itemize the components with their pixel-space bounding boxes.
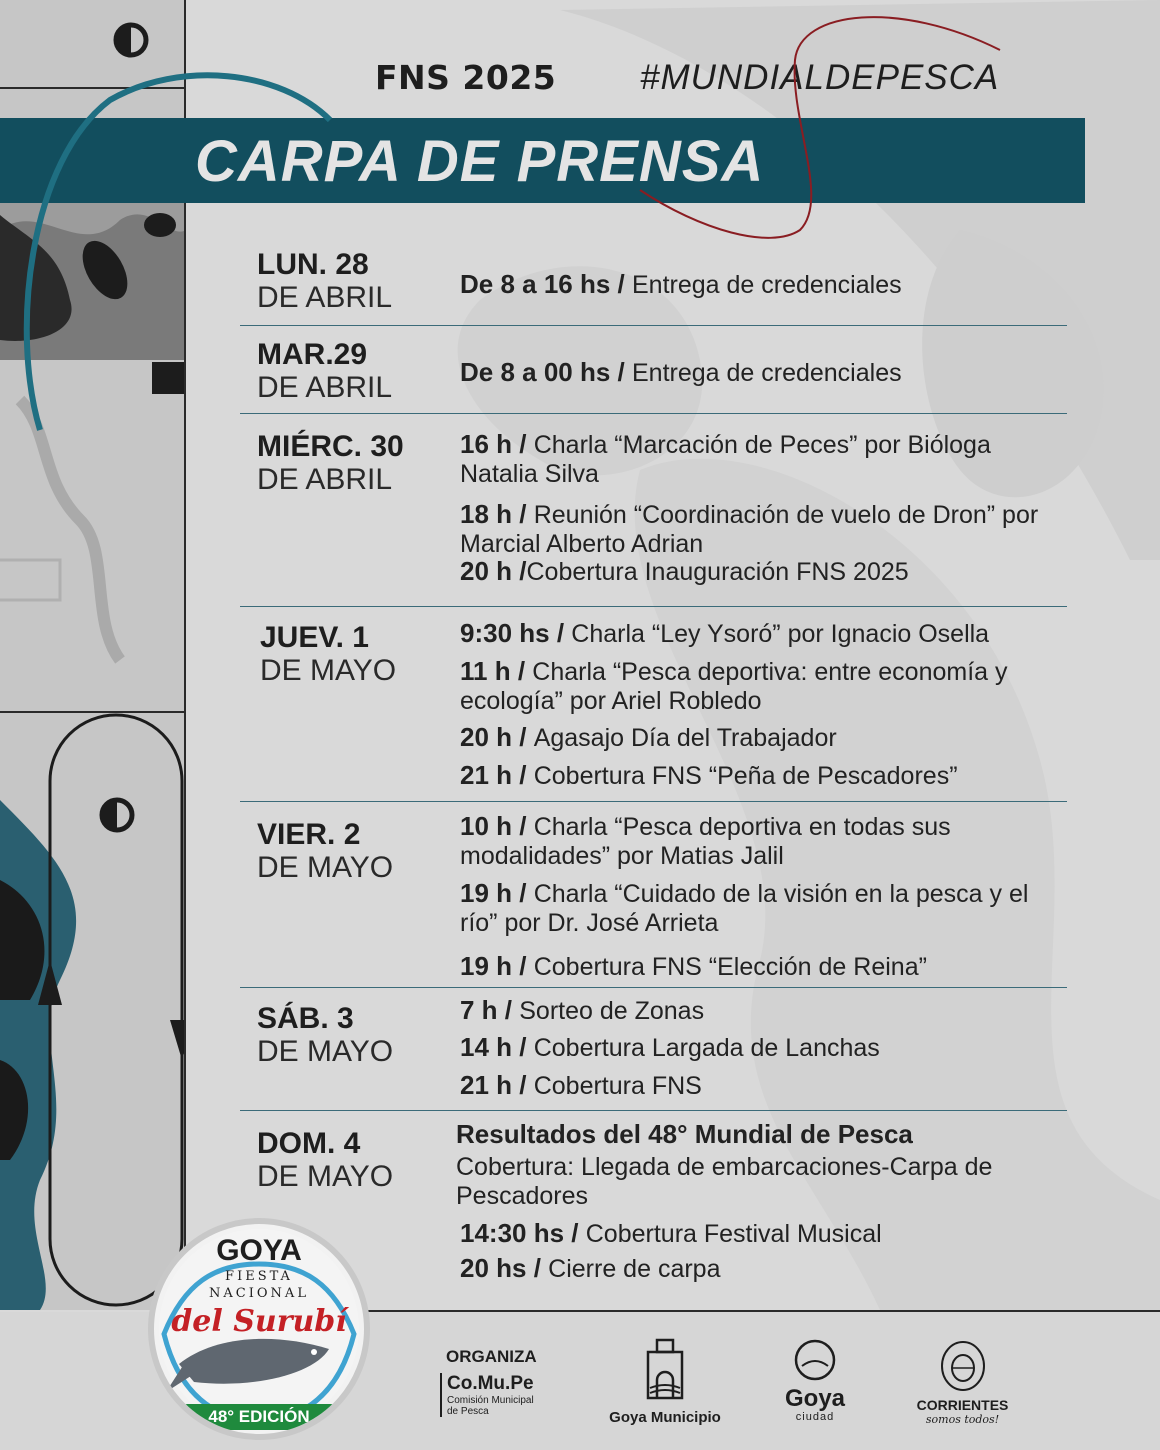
- fiesta-badge: [148, 1218, 370, 1440]
- event-item: [460, 723, 1070, 753]
- event-item: [460, 358, 1070, 388]
- schedule-row-mar-29: [240, 326, 1067, 414]
- event-time: 9:30 hs: [460, 618, 550, 648]
- event-time: 7 h: [460, 995, 498, 1025]
- event-text: Agasajo Día del Trabajador: [533, 724, 837, 752]
- event-item: [460, 761, 1070, 791]
- event-text: Cobertura FNS “Elección de Reina”: [533, 953, 927, 981]
- badge-nacional: NACIONAL: [209, 1286, 309, 1301]
- event-item: [460, 500, 1070, 559]
- day-label: DOM. 4: [257, 1127, 361, 1160]
- event-separator: /: [510, 656, 533, 686]
- event-text: Entrega de credenciales: [631, 359, 902, 387]
- event-time: 21 h: [460, 760, 513, 790]
- goya-ciudad-name: Goya: [784, 1385, 846, 1412]
- event-text: Entrega de credenciales: [631, 271, 902, 299]
- goya-ciudad-icon: [793, 1338, 837, 1382]
- event-text: Reunión “Coordinación de vuelo de Dron” por Marcial Alberto Adrian: [460, 501, 1039, 558]
- event-time: 11 h: [460, 656, 511, 686]
- event-text: Sorteo de Zonas: [519, 997, 705, 1025]
- event-separator: /: [497, 995, 520, 1025]
- corrientes-slogan: somos todos!: [925, 1413, 1000, 1426]
- date-cell: [257, 1002, 393, 1068]
- day-label: SÁB. 3: [257, 1002, 354, 1035]
- day-label: VIER. 2: [257, 818, 361, 851]
- event-text: Cobertura Festival Musical: [585, 1220, 882, 1248]
- month-label: DE ABRIL: [257, 281, 393, 314]
- event-text: Cobertura FNS: [533, 1072, 702, 1100]
- hashtag: #MUNDIALDEPESCA: [640, 58, 1000, 97]
- event-time: De 8 a 16 hs: [460, 269, 611, 299]
- title-banner: [0, 118, 1085, 203]
- schedule-row-lun-28: [240, 240, 1067, 326]
- event-item: [460, 270, 1070, 300]
- event-time: 16 h: [460, 429, 513, 459]
- day-label: LUN. 28: [257, 248, 369, 281]
- comupe-name: Co.Mu.Pe: [447, 1373, 534, 1394]
- schedule-row-juev-1: [240, 607, 1067, 802]
- event-item: [456, 1120, 1066, 1150]
- event-separator: /: [512, 760, 534, 790]
- event-item: [460, 812, 1070, 871]
- day-label: MIÉRC. 30: [257, 430, 404, 463]
- month-label: DE MAYO: [260, 654, 397, 687]
- goya-municipio-logo: [600, 1338, 730, 1426]
- schedule-table: [240, 240, 1067, 1291]
- goya-ciudad-logo: [770, 1338, 860, 1423]
- event-item: [460, 1033, 1070, 1063]
- event-text: Charla “Pesca deportiva: entre economía y ecología” por Ariel Robledo: [460, 658, 1008, 715]
- event-separator: /: [512, 1032, 534, 1062]
- event-item: [456, 1153, 1066, 1211]
- schedule-row-vier-2: [240, 802, 1067, 988]
- organiza-label: ORGANIZA: [446, 1347, 537, 1366]
- event-text: Cobertura Largada de Lanchas: [533, 1034, 880, 1062]
- schedule-row-sab-3: [240, 988, 1067, 1111]
- badge-fiesta: FIESTA: [225, 1269, 293, 1284]
- event-separator: /: [564, 1218, 586, 1248]
- municipio-building-icon: [642, 1338, 688, 1402]
- date-cell: [257, 818, 393, 884]
- event-item: [460, 557, 1070, 587]
- event-text: Charla “Pesca deportiva en todas sus modalidades” por Matias Jalil: [460, 813, 951, 870]
- event-separator: /: [512, 499, 534, 529]
- event-separator: /: [512, 1070, 534, 1100]
- date-cell: [257, 1127, 393, 1193]
- event-time: 18 h: [460, 499, 513, 529]
- event-time: 20 h: [460, 722, 513, 752]
- event-separator: /: [512, 429, 534, 459]
- date-cell: [257, 338, 392, 404]
- event-text: Cobertura: Llegada de embarcaciones-Carpa de Pescadores: [456, 1153, 993, 1210]
- event-text: Charla “Cuidado de la visión en la pesca y el río” por Dr. José Arrieta: [460, 880, 1029, 937]
- event-text: Cobertura Inauguración FNS 2025: [526, 558, 909, 586]
- event-text: Cierre de carpa: [548, 1255, 721, 1283]
- organiza-logo: [440, 1347, 570, 1417]
- schedule-row-dom-4: [240, 1111, 1067, 1291]
- corrientes-seal-icon: [938, 1340, 988, 1392]
- event-item: [460, 619, 1070, 649]
- event-separator: /: [526, 1253, 549, 1283]
- month-label: DE ABRIL: [257, 371, 393, 404]
- month-label: DE MAYO: [257, 1035, 394, 1068]
- month-label: DE MAYO: [257, 1160, 394, 1193]
- event-text: Charla “Marcación de Peces” por Bióloga Natalia Silva: [460, 431, 991, 488]
- event-item: [460, 952, 1070, 982]
- event-item: [460, 996, 1070, 1026]
- goya-ciudad-sub: ciudad: [795, 1411, 835, 1423]
- event-separator: /: [610, 357, 632, 387]
- badge-edition: 48° EDICIÓN: [184, 1404, 334, 1430]
- event-time: 10 h: [460, 811, 513, 841]
- event-separator: /: [512, 556, 527, 586]
- event-separator: /: [512, 878, 534, 908]
- event-time: 20 h: [460, 556, 513, 586]
- comupe-sub2: de Pesca: [447, 1406, 489, 1417]
- date-cell: [257, 248, 392, 314]
- event-time: 20 hs: [460, 1253, 527, 1283]
- event-item: [460, 879, 1070, 938]
- event-item: [460, 1219, 1070, 1249]
- event-separator: /: [549, 618, 572, 648]
- event-text: Charla “Ley Ysoró” por Ignacio Osella: [571, 620, 990, 648]
- event-time: 19 h: [460, 878, 513, 908]
- event-separator: /: [512, 951, 534, 981]
- day-label: JUEV. 1: [260, 621, 369, 654]
- comupe-sub1: Comisión Municipal: [447, 1395, 534, 1406]
- event-item: [460, 1254, 1070, 1284]
- badge-name: del Surubí: [171, 1304, 347, 1339]
- badge-city: GOYA: [216, 1234, 302, 1267]
- event-heading: Resultados del 48° Mundial de Pesca: [456, 1119, 913, 1149]
- event-time: 21 h: [460, 1070, 513, 1100]
- event-time: 14:30 hs: [460, 1218, 565, 1248]
- event-separator: /: [610, 269, 632, 299]
- page-title: CARPA DE PRENSA: [195, 129, 765, 194]
- event-time: De 8 a 00 hs: [460, 357, 611, 387]
- month-label: DE MAYO: [257, 851, 394, 884]
- municipio-label: Goya Municipio: [609, 1409, 721, 1426]
- date-cell: [260, 621, 396, 687]
- date-cell: [257, 430, 404, 496]
- day-label: MAR.29: [257, 338, 368, 371]
- month-label: DE ABRIL: [257, 463, 393, 496]
- event-item: [460, 657, 1070, 716]
- event-time: 19 h: [460, 951, 513, 981]
- schedule-row-mierc-30: [240, 414, 1067, 607]
- event-item: [460, 430, 1070, 489]
- event-label: FNS 2025: [375, 58, 557, 97]
- event-separator: /: [512, 811, 534, 841]
- event-time: 14 h: [460, 1032, 513, 1062]
- event-item: [460, 1071, 1070, 1101]
- event-text: Cobertura FNS “Peña de Pescadores”: [533, 762, 958, 790]
- header: [0, 58, 1160, 102]
- event-separator: /: [512, 722, 534, 752]
- corrientes-name: CORRIENTES: [916, 1397, 1009, 1413]
- corrientes-logo: [900, 1340, 1025, 1426]
